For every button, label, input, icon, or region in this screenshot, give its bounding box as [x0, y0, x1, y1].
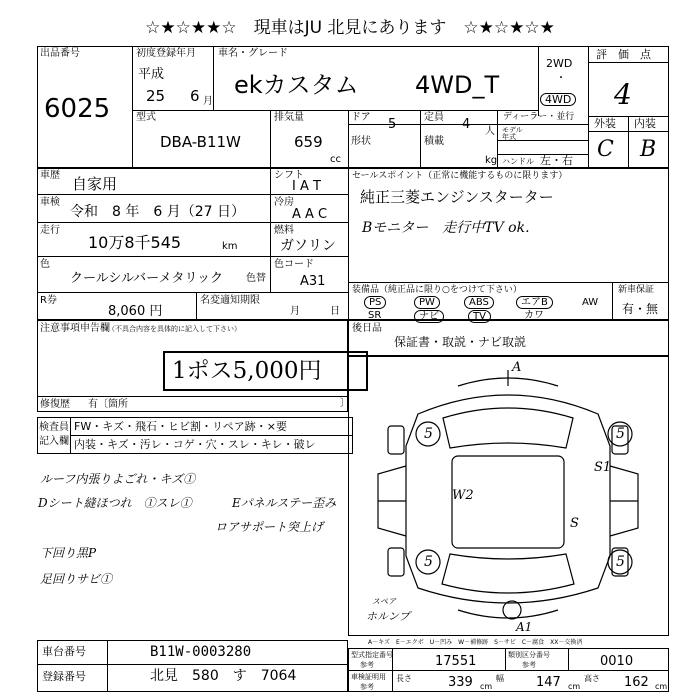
color-code-label: 色コード: [274, 259, 314, 270]
plate-value: 北見 580 す 7064: [150, 668, 297, 684]
displacement-value: 659: [294, 133, 323, 151]
diagram-mark-a: A: [512, 360, 522, 375]
ac-label: 冷房: [274, 197, 294, 208]
width-label: 幅: [496, 674, 504, 683]
inspector-label-2: 記入欄: [39, 436, 69, 447]
repair-close: 〕: [340, 398, 350, 409]
height-unit: cm: [655, 682, 668, 691]
trunk-label: 後日品: [352, 323, 382, 334]
model-value: DBA-B11W: [160, 133, 241, 151]
inspector-row2: 内装・キズ・汚レ・コゲ・穴・スレ・キレ・破レ: [74, 438, 316, 451]
kg-unit: kg: [485, 155, 498, 166]
equip-leather: カワ: [524, 310, 544, 321]
comment-2: Dシート縫ほつれ ①スレ①: [38, 496, 192, 510]
reg-era: 平成: [138, 67, 165, 82]
displacement-label: 排気量: [274, 112, 304, 123]
equipment-label: 装備品（純正品に限り○をつけて下さい）: [352, 285, 522, 295]
equip-abs: ABS: [464, 296, 494, 309]
capacity-value: 4: [462, 117, 471, 132]
dealer-label: ディーラー・並行: [503, 112, 575, 122]
score-label: 評 価 点: [596, 48, 651, 61]
cc-unit: cc: [330, 154, 341, 165]
drive-4wd-label: 4WD: [540, 93, 576, 106]
color-value: クールシルバーメタリック: [70, 271, 224, 286]
drive-2wd: 2WD: [546, 57, 573, 70]
score-value: 4: [614, 78, 632, 111]
chassis-label: 車台番号: [42, 645, 86, 658]
inspection-label: 車検: [40, 197, 60, 208]
drive-dot: ・: [556, 73, 566, 84]
reg-month: 6: [190, 87, 200, 105]
handle-label: ハンドル: [502, 157, 534, 166]
comment-6: 足回りサビ①: [40, 572, 113, 586]
tax-day-unit: 日: [330, 306, 340, 317]
equip-airbag: エアB: [516, 296, 553, 309]
diagram-mark-w2: W2: [452, 488, 474, 503]
model-label: 型式: [136, 112, 156, 123]
ac-value: A A C: [292, 207, 328, 222]
color-label: 色: [40, 259, 50, 270]
diagram-mark-a1: A1: [516, 620, 533, 634]
warranty-value: 有・無: [622, 302, 659, 316]
color-swap-label: 色替: [246, 273, 266, 284]
lot-number: 6025: [44, 94, 111, 124]
reg-label: 初度登録年月: [136, 48, 196, 59]
cert-label: 車検証明用: [351, 673, 386, 681]
reg-year: 25: [146, 87, 166, 105]
diagram-mark-spare: スペア: [372, 597, 396, 606]
recycle-label: R券: [40, 295, 57, 306]
chassis-value: B11W-0003280: [150, 644, 252, 660]
width-unit: cm: [568, 682, 581, 691]
fuel-label: 燃料: [274, 225, 294, 236]
diagram-mark-s: S: [570, 516, 579, 531]
repair-value: 有〔箇所: [88, 399, 128, 410]
class-label: 類別区分番号: [508, 651, 550, 659]
inspector-row1: FW・キズ・飛石・ヒビ割・リペア跡・×要: [74, 420, 287, 433]
car-name: ekカスタム: [234, 71, 359, 99]
exterior-label: 外装: [594, 117, 616, 130]
cert-ref: 参考: [360, 683, 374, 691]
interior-value: B: [640, 137, 657, 162]
length-unit: cm: [480, 682, 493, 691]
selling-label: セールスポイント（正常に機能するものに限ります）: [352, 171, 568, 181]
door-label: ドア: [351, 112, 371, 123]
lot-label: 出品番号: [40, 48, 80, 59]
equip-aw: AW: [582, 297, 599, 308]
diagram-mark-5-rr: 5: [616, 554, 625, 570]
diagram-mark-5-fl: 5: [424, 426, 433, 442]
spec-label: 型式指定番号: [351, 651, 393, 659]
comment-5: 下回り黒P: [40, 546, 97, 560]
comment-3: Eパネルステー歪み: [232, 496, 337, 510]
equip-ps: PS: [364, 296, 386, 309]
model-year-label-2: 年式: [502, 133, 516, 141]
height-label: 高さ: [584, 674, 600, 683]
door-value: 5: [388, 117, 397, 132]
notes-handwritten: 1ポス5,000円: [172, 358, 322, 384]
shift-value: I A T: [292, 179, 321, 194]
notes-label: 注意事項申告欄: [40, 323, 110, 334]
width-value: 147: [536, 675, 561, 690]
color-code-value: A31: [300, 274, 326, 289]
diagram-mark-5-fr: 5: [616, 426, 625, 442]
month-unit: 月: [203, 96, 213, 107]
shift-label: シフト: [274, 170, 304, 181]
class-ref: 参考: [522, 661, 536, 669]
grade: 4WD_T: [415, 71, 500, 99]
equip-sr: SR: [368, 310, 382, 321]
comment-4: ロアサポート突上げ: [215, 520, 324, 534]
diagram-mark-5-rl: 5: [424, 554, 433, 570]
drive-4wd: [540, 88, 576, 107]
equip-navi: ナビ: [414, 310, 444, 323]
diagram-legend: A－キズ E－エクボ U－凹み W－補修跡 S－サビ C－腐食 XX－交換済: [368, 639, 583, 646]
load-label: 積載: [424, 136, 444, 147]
shape-label: 形状: [351, 136, 371, 147]
mileage-label: 走行: [40, 225, 60, 236]
capacity-label: 定員: [424, 112, 444, 123]
inspector-label-1: 検査員: [39, 422, 69, 433]
diagram-mark-horn: ホルンプ: [366, 610, 410, 623]
trunk-value: 保証書・取説・ナビ取説: [394, 335, 527, 349]
height-value: 162: [624, 675, 649, 690]
equip-pw: PW: [414, 296, 440, 309]
car-diagram: [348, 356, 669, 636]
equip-tv: TV: [468, 310, 491, 323]
km-unit: km: [222, 241, 238, 252]
exterior-value: C: [597, 137, 614, 162]
spec-ref: 参考: [360, 661, 374, 669]
spec-value: 17551: [435, 654, 477, 669]
repair-label: 修復歴: [40, 399, 70, 410]
length-value: 339: [448, 675, 473, 690]
history-value: 自家用: [72, 175, 118, 193]
header-title: ☆★☆★★☆ 現車はJU 北見にあります ☆★☆★☆★: [145, 18, 555, 38]
person-unit: 人: [485, 126, 495, 137]
notes-sub: （不具合内容を具体的に記入して下さい）: [108, 325, 241, 333]
plate-label: 登録番号: [42, 670, 86, 683]
class-value: 0010: [600, 654, 634, 669]
selling-line1: 純正三菱エンジンスターター: [360, 188, 554, 206]
model-year-label-1: モデル: [502, 126, 523, 134]
selling-line2: Bモニター 走行中TV ok.: [362, 220, 530, 236]
length-label: 長さ: [396, 674, 412, 683]
tax-month-unit: 月: [290, 306, 300, 317]
name-label: 車名・グレード: [218, 48, 288, 59]
mileage-value: 10万8千545: [88, 233, 182, 252]
inspection-value: 令和 8 年 6 月（27 日）: [70, 204, 245, 220]
recycle-value: 8,060 円: [108, 304, 163, 319]
diagram-mark-s1: S1: [594, 460, 612, 475]
handle-value: 左・右: [540, 154, 573, 167]
fuel-value: ガソリン: [280, 238, 336, 254]
new-car-label: 新車保証: [618, 285, 655, 295]
interior-label: 内装: [634, 117, 656, 130]
comment-1: ルーフ内張りよごれ・キズ①: [40, 472, 196, 486]
tax-label: 名変適知期限: [200, 295, 260, 306]
history-label: 車歴: [40, 170, 60, 181]
